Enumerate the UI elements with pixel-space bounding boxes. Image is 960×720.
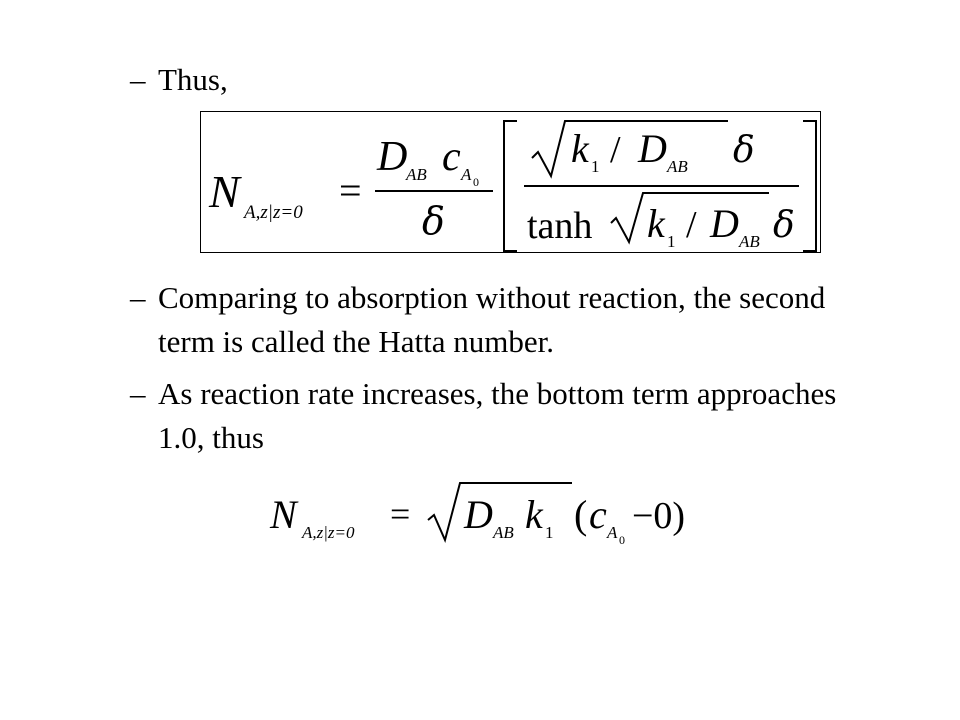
eq1-lhs-n: N (209, 166, 240, 217)
eq1-lhs-sub: A,z|z=0 (244, 202, 303, 223)
eq2-k-sub: 1 (545, 523, 554, 542)
right-bracket (803, 121, 816, 251)
eq1-inner-delta: δ (733, 130, 755, 171)
eq1-num-c: c (442, 134, 461, 180)
eq1-den-k-sub: 1 (667, 232, 676, 251)
eq2-c-subsub: 0 (619, 533, 625, 547)
left-bracket (504, 121, 517, 251)
eq1-num-sqrt (532, 121, 728, 176)
eq2-d-sub: AB (493, 523, 514, 542)
eq2-minus-zero: −0) (632, 495, 686, 537)
eq2-lhs-sub: A,z|z=0 (302, 523, 355, 542)
bullet-dash: – (130, 280, 146, 315)
eq2-c: c (589, 492, 607, 537)
bullet-text: Thus, (158, 62, 228, 97)
eq1-inner-k: k (571, 126, 589, 171)
bullet-dash: – (130, 376, 146, 411)
eq1-den-k: k (647, 201, 665, 246)
eq1-den-delta2: δ (773, 205, 795, 246)
boxed-equation (200, 111, 821, 253)
eq2-paren-open: ( (574, 492, 588, 537)
eq1-den-delta: δ (422, 199, 445, 243)
equation-2-wrapper (270, 480, 710, 550)
eq1-inner-d: D (638, 126, 667, 171)
eq1-tanh: tanh (527, 205, 593, 247)
eq1-inner-k-sub: 1 (591, 157, 600, 176)
eq2-equals: = (390, 494, 411, 534)
bullet-thus (130, 58, 430, 102)
equation-2 (270, 480, 710, 550)
eq2-d: D (464, 492, 493, 537)
eq2-c-sub: A (607, 523, 618, 542)
equation-1 (201, 112, 822, 254)
eq1-den-d: D (710, 201, 739, 246)
eq2-k: k (525, 492, 543, 537)
eq1-num-c-subsub: 0 (473, 175, 479, 189)
bullet-text: As reaction rate increases, the bottom term approaches 1.0, thus (158, 376, 837, 455)
bullet-comparing (130, 276, 870, 364)
eq1-num-d: D (377, 134, 408, 180)
bullet-dash: – (130, 62, 146, 97)
bullet-text: Comparing to absorption without reaction, the second term is called the Hatta number. (158, 280, 826, 359)
eq1-num-d-sub: AB (406, 165, 427, 184)
eq1-inner-d-sub: AB (667, 157, 688, 176)
eq1-equals: = (339, 168, 362, 213)
eq1-num-c-sub: A (461, 165, 472, 184)
eq1-inner-slash: / (610, 129, 621, 171)
bullet-reaction-rate (130, 372, 870, 460)
eq1-den-d-sub: AB (739, 232, 760, 251)
eq2-lhs-n: N (270, 492, 297, 537)
eq1-den-slash: / (686, 204, 697, 246)
